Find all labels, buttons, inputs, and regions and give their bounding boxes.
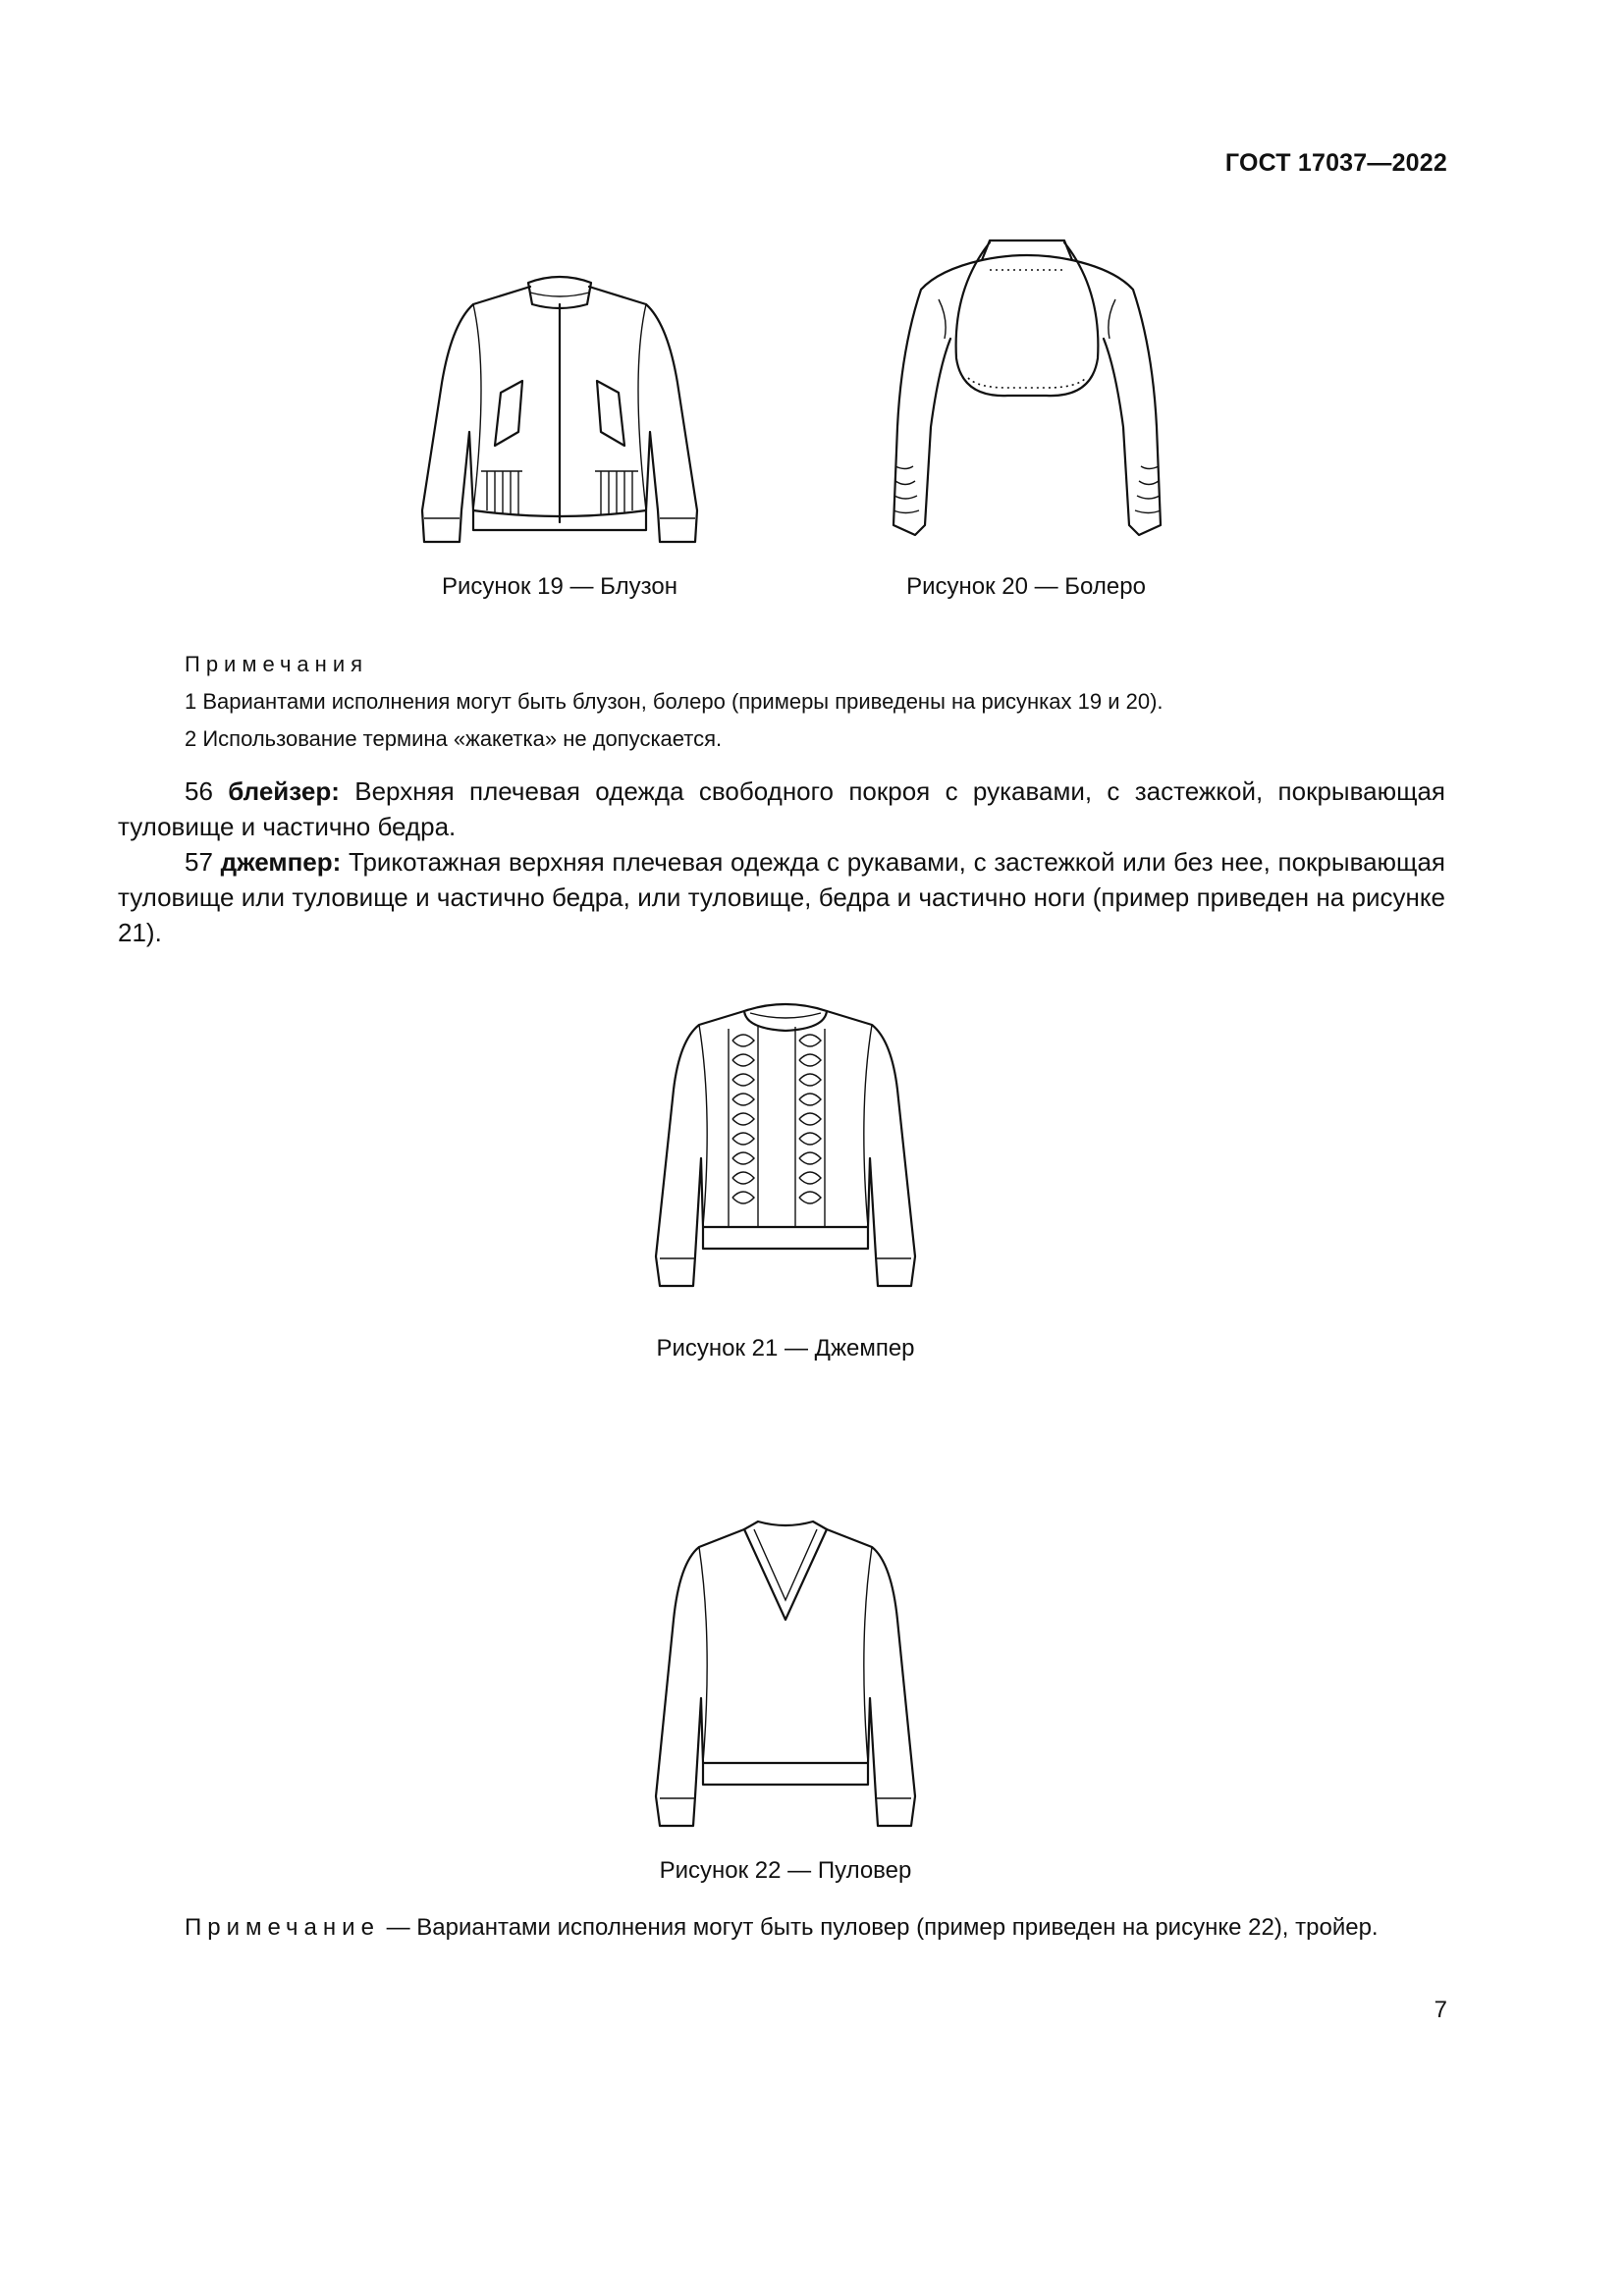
figure-20-caption: Рисунок 20 — Болеро [906,573,1146,600]
figure-19-bomber-drawing [412,265,707,550]
figure-20-bolero-drawing [880,231,1174,545]
page-number: 7 [1434,1997,1447,2023]
term-56-name: блейзер: [228,776,340,806]
final-note [185,1914,1379,1942]
term-56-number: 56 [185,776,213,806]
term-57-number: 57 [185,847,213,877]
figure-19-caption: Рисунок 19 — Блузон [441,573,678,600]
figure-22-caption: Рисунок 22 — Пуловер [659,1857,912,1884]
final-note-text: — Вариантами исполнения могут быть пуловер (пример приведен на рисунке 22), тройер. [386,1914,1379,1941]
figure-21-jumper-drawing [648,991,923,1296]
term-56-definition: Верхняя плечевая одежда свободного покроя с рукавами, с застежкой, покрывающая туловище и частично бедра. [118,776,1445,841]
term-56-paragraph [118,774,1445,844]
notes-title: Примечания [185,652,369,676]
final-note-label: Примечание [185,1914,380,1941]
term-57-definition: Трикотажная верхняя плечевая одежда с рукавами, с застежкой или без нее, покрывающая туловище или туловище и частично бедра, или туловище, бедра и частично ноги (пример приведен на рисунке 21). [118,847,1445,947]
note-1: 1 Вариантами исполнения могут быть блузон, болеро (примеры приведены на рисунках 19 и 20). [185,689,1164,714]
figure-21-caption: Рисунок 21 — Джемпер [656,1335,915,1362]
figure-22-pullover-drawing [648,1512,923,1836]
document-header: ГОСТ 17037—2022 [1224,149,1447,177]
term-57-name: джемпер: [220,847,342,877]
note-2: 2 Использование термина «жакетка» не допускается. [185,726,723,751]
term-57-paragraph [118,844,1445,950]
